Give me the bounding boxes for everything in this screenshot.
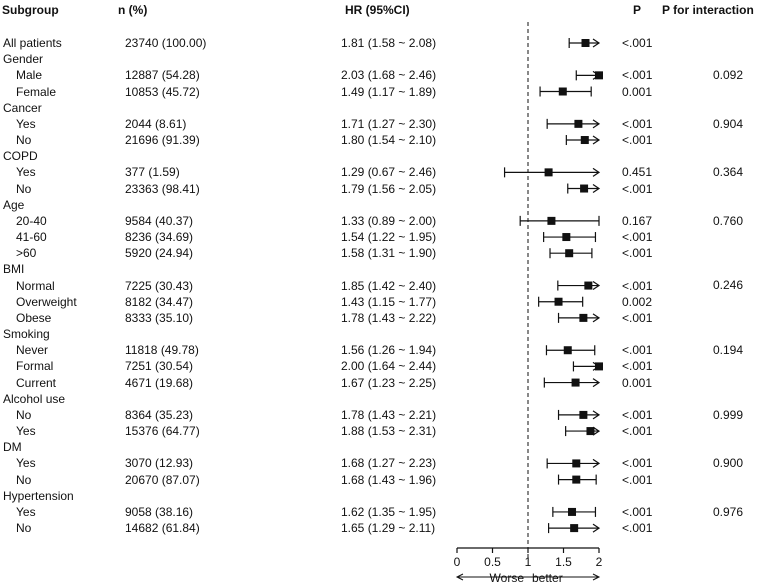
subgroup-row-label: Never: [16, 343, 49, 358]
header-p: P: [633, 3, 642, 17]
hr-point-marker: [586, 427, 594, 435]
hr-point-marker: [572, 459, 580, 467]
p-value: <.001: [622, 456, 653, 471]
hr-point-marker: [574, 120, 582, 128]
n-percent-value: 5920 (24.94): [125, 246, 194, 261]
p-interaction-value: 0.900: [713, 456, 744, 471]
hr-point-marker: [581, 136, 589, 144]
n-percent-value: 7225 (30.43): [125, 278, 194, 293]
n-percent-value: 8364 (35.23): [125, 407, 194, 422]
subgroup-row-label: Obese: [16, 310, 52, 325]
n-percent-value: 8236 (34.69): [125, 230, 194, 245]
subgroup-row-label: Female: [16, 84, 57, 99]
hr-point-marker: [595, 71, 603, 79]
p-value: <.001: [622, 230, 653, 245]
p-interaction-value: 0.246: [713, 278, 744, 293]
subgroup-row-label: No: [16, 181, 32, 196]
n-percent-value: 10853 (45.72): [125, 84, 200, 99]
n-percent-value: 4671 (19.68): [125, 375, 194, 390]
hr-ci-value: 1.58 (1.31 ~ 1.90): [341, 246, 437, 261]
header-n-percent: n (%): [118, 3, 148, 17]
hr-point-marker: [545, 168, 553, 176]
subgroup-row-label: Male: [16, 68, 43, 83]
hr-point-marker: [579, 314, 587, 322]
subgroup-category-label: COPD: [3, 149, 38, 164]
hr-ci-value: 1.49 (1.17 ~ 1.89): [341, 84, 437, 99]
n-percent-value: 12887 (54.28): [125, 68, 200, 83]
subgroup-row-label: Yes: [16, 504, 36, 519]
subgroup-category-label: Alcohol use: [3, 391, 66, 406]
n-percent-value: 8182 (34.47): [125, 294, 194, 309]
subgroup-row-label: Current: [16, 375, 57, 390]
n-percent-value: 9584 (40.37): [125, 213, 194, 228]
p-interaction-value: 0.092: [713, 68, 744, 83]
subgroup-category-label: DM: [3, 440, 22, 455]
n-percent-value: 20670 (87.07): [125, 472, 200, 487]
hr-point-marker: [595, 362, 603, 370]
subgroup-row-label: Formal: [16, 359, 54, 374]
n-percent-value: 15376 (64.77): [125, 424, 200, 439]
n-percent-value: 21696 (91.39): [125, 133, 200, 148]
x-tick-label: 0.5: [484, 555, 501, 569]
subgroup-row-label: >60: [16, 246, 37, 261]
n-percent-value: 14682 (61.84): [125, 521, 200, 536]
hr-ci-value: 1.78 (1.43 ~ 2.22): [341, 310, 437, 325]
hr-ci-value: 1.33 (0.89 ~ 2.00): [341, 213, 437, 228]
n-percent-value: 8333 (35.10): [125, 310, 194, 325]
hr-ci-value: 1.80 (1.54 ~ 2.10): [341, 133, 437, 148]
hr-point-marker: [565, 249, 573, 257]
p-value: 0.002: [622, 294, 653, 309]
worse-label: Worse: [489, 571, 524, 585]
subgroup-row-label: Normal: [16, 278, 55, 293]
subgroup-category-label: Smoking: [3, 327, 50, 342]
hr-ci-value: 1.78 (1.43 ~ 2.21): [341, 407, 437, 422]
p-value: <.001: [622, 246, 653, 261]
p-value: <.001: [622, 68, 653, 83]
p-interaction-value: 0.976: [713, 504, 744, 519]
subgroup-row-label: 20-40: [16, 213, 47, 228]
hr-ci-value: 1.71 (1.27 ~ 2.30): [341, 116, 437, 131]
hr-point-marker: [582, 39, 590, 47]
hr-ci-value: 1.54 (1.22 ~ 1.95): [341, 230, 437, 245]
subgroup-row-label: Yes: [16, 424, 36, 439]
p-interaction-value: 0.194: [713, 343, 744, 358]
hr-point-marker: [547, 217, 555, 225]
n-percent-value: 7251 (30.54): [125, 359, 194, 374]
p-interaction-value: 0.904: [713, 116, 744, 131]
hr-point-marker: [579, 411, 587, 419]
p-value: 0.167: [622, 213, 653, 228]
p-interaction-value: 0.364: [713, 165, 744, 180]
better-label: better: [532, 571, 563, 585]
p-value: <.001: [622, 278, 653, 293]
subgroup-row-label: Yes: [16, 165, 36, 180]
subgroup-row-label: Yes: [16, 456, 36, 471]
hr-ci-value: 2.03 (1.68 ~ 2.46): [341, 68, 437, 83]
hr-ci-value: 1.43 (1.15 ~ 1.77): [341, 294, 437, 309]
n-percent-value: 23740 (100.00): [125, 36, 207, 50]
p-value: <.001: [622, 133, 653, 148]
p-value: <.001: [622, 36, 653, 50]
n-percent-value: 377 (1.59): [125, 165, 180, 180]
x-tick-label: 1.5: [555, 555, 572, 569]
hr-point-marker: [562, 233, 570, 241]
hr-ci-value: 1.65 (1.29 ~ 2.11): [341, 521, 436, 536]
p-value: 0.001: [622, 84, 653, 99]
p-value: <.001: [622, 359, 653, 374]
hr-ci-value: 1.81 (1.58 ~ 2.08): [341, 36, 437, 50]
header-subgroup: Subgroup: [2, 3, 59, 17]
p-interaction-value: 0.760: [713, 213, 744, 228]
hr-ci-value: 1.67 (1.23 ~ 2.25): [341, 375, 437, 390]
p-value: <.001: [622, 472, 653, 487]
p-value: 0.451: [622, 165, 653, 180]
subgroup-category-label: Hypertension: [3, 488, 74, 503]
hr-ci-value: 1.79 (1.56 ~ 2.05): [341, 181, 437, 196]
hr-point-marker: [559, 88, 567, 96]
hr-ci-value: 1.88 (1.53 ~ 2.31): [341, 424, 437, 439]
p-value: 0.001: [622, 375, 653, 390]
hr-ci-value: 1.68 (1.27 ~ 2.23): [341, 456, 437, 471]
hr-ci-value: 2.00 (1.64 ~ 2.44): [341, 359, 437, 374]
subgroup-row-label: All patients: [3, 36, 62, 50]
subgroup-row-label: No: [16, 133, 32, 148]
header-hr-ci: HR (95%CI): [345, 3, 410, 17]
p-value: <.001: [622, 521, 653, 536]
hr-point-marker: [572, 476, 580, 484]
hr-ci-value: 1.62 (1.35 ~ 1.95): [341, 504, 437, 519]
n-percent-value: 2044 (8.61): [125, 116, 187, 131]
hr-ci-value: 1.68 (1.43 ~ 1.96): [341, 472, 437, 487]
p-value: <.001: [622, 407, 653, 422]
subgroup-category-label: BMI: [3, 262, 25, 277]
p-interaction-value: 0.999: [713, 407, 744, 422]
hr-point-marker: [584, 282, 592, 290]
hr-ci-value: 1.29 (0.67 ~ 2.46): [341, 165, 437, 180]
p-value: <.001: [622, 424, 653, 439]
n-percent-value: 9058 (38.16): [125, 504, 194, 519]
hr-ci-value: 1.85 (1.42 ~ 2.40): [341, 278, 437, 293]
hr-point-marker: [572, 379, 580, 387]
subgroup-row-label: No: [16, 521, 32, 536]
subgroup-row-label: Overweight: [16, 294, 77, 309]
header-p-interaction: P for interaction: [662, 3, 754, 17]
x-tick-label: 2: [595, 555, 603, 569]
subgroup-category-label: Cancer: [3, 100, 42, 115]
hr-ci-value: 1.56 (1.26 ~ 1.94): [341, 343, 437, 358]
subgroup-row-label: 41-60: [16, 230, 47, 245]
x-tick-label: 1: [524, 555, 532, 569]
p-value: <.001: [622, 343, 653, 358]
n-percent-value: 11818 (49.78): [125, 343, 199, 358]
subgroup-category-label: Age: [3, 197, 25, 212]
p-value: <.001: [622, 310, 653, 325]
p-value: <.001: [622, 116, 653, 131]
hr-point-marker: [580, 185, 588, 193]
hr-point-marker: [564, 346, 572, 354]
hr-point-marker: [568, 508, 576, 516]
n-percent-value: 3070 (12.93): [125, 456, 194, 471]
p-value: <.001: [622, 504, 653, 519]
x-tick-label: 0: [453, 555, 461, 569]
hr-point-marker: [555, 298, 563, 306]
subgroup-row-label: No: [16, 407, 32, 422]
n-percent-value: 23363 (98.41): [125, 181, 200, 196]
subgroup-category-label: Gender: [3, 52, 44, 67]
subgroup-row-label: Yes: [16, 116, 36, 131]
p-value: <.001: [622, 181, 653, 196]
subgroup-row-label: No: [16, 472, 32, 487]
hr-point-marker: [570, 524, 578, 532]
